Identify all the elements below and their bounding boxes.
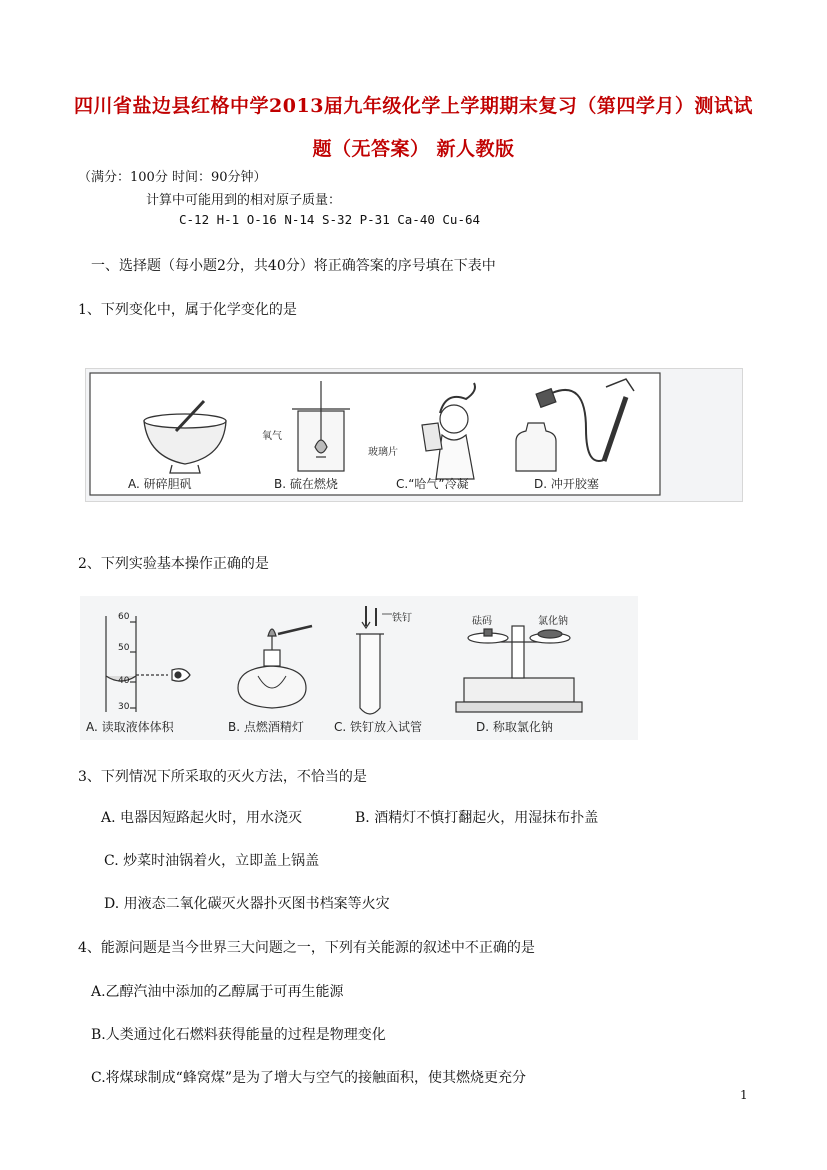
- page-title-line2: 题（无答案） 新人教版: [312, 138, 515, 160]
- section-heading: 一、选择题（每小题2分，共40分）将正确答案的序号填在下表中: [91, 258, 496, 274]
- page-number: 1: [740, 1088, 748, 1102]
- balance-icon: [456, 626, 582, 712]
- tick-40: 40: [118, 676, 130, 686]
- nacl-label: 氯化钠: [538, 616, 568, 627]
- question-1-figure: [85, 368, 743, 502]
- test-tube-nail-icon: [356, 606, 392, 714]
- atomic-mass-label: 计算中可能用到的相对原子质量：: [146, 193, 342, 208]
- oxygen-label: 氧气: [262, 431, 282, 442]
- q1-caption-a: A. 研碎胆矾: [128, 477, 192, 491]
- graduated-cylinder-icon: [106, 616, 190, 712]
- question-2-stem: 2、下列实验基本操作正确的是: [78, 556, 269, 572]
- tick-50: 50: [118, 643, 130, 653]
- tick-30: 30: [118, 702, 130, 712]
- weights-label: 砝码: [472, 616, 492, 627]
- question-1-stem: 1、下列变化中，属于化学变化的是: [78, 302, 297, 318]
- q1-caption-c: C.“哈气”冷凝: [396, 477, 469, 491]
- q3-option-c: C. 炒菜时油锅着火，立即盖上锅盖: [104, 853, 320, 869]
- q3-option-d: D. 用液态二氧化碳灭火器扑灭图书档案等火灾: [104, 896, 390, 912]
- question-4-stem: 4、能源问题是当今世界三大问题之一，下列有关能源的叙述中不正确的是: [78, 940, 535, 956]
- glass-plate-label: 玻璃片: [368, 447, 398, 458]
- alcohol-lamp-icon: [238, 626, 312, 708]
- q4-option-a: A.乙醇汽油中添加的乙醇属于可再生能源: [91, 984, 344, 1000]
- nail-label: 铁钉: [392, 613, 412, 624]
- q4-option-c: C.将煤球制成“蜂窝煤”是为了增大与空气的接触面积，使其燃烧更充分: [91, 1070, 526, 1086]
- question-2-figure: [80, 596, 638, 740]
- q2-caption-a: A. 读取液体体积: [86, 720, 174, 734]
- q2-caption-c: C. 铁钉放入试管: [334, 720, 423, 734]
- q2-caption-d: D. 称取氯化钠: [476, 720, 553, 734]
- score-time: （满分：100分 时间：90分钟）: [78, 170, 267, 185]
- q3-option-b: B. 酒精灯不慎打翻起火，用湿抹布扑盖: [355, 810, 599, 826]
- page-title-line1: 四川省盐边县红格中学2013届九年级化学上学期期末复习（第四学月）测试试: [74, 95, 753, 117]
- q3-option-a: A. 电器因短路起火时，用水浇灭: [101, 810, 303, 826]
- atomic-masses: C-12 H-1 O-16 N-14 S-32 P-31 Ca-40 Cu-64: [179, 212, 481, 227]
- q1-caption-b: B. 硫在燃烧: [274, 477, 338, 491]
- q2-caption-b: B. 点燃酒精灯: [228, 720, 304, 734]
- tick-60: 60: [118, 612, 130, 622]
- question-3-stem: 3、下列情况下所采取的灭火方法，不恰当的是: [78, 769, 367, 785]
- q4-option-b: B.人类通过化石燃料获得能量的过程是物理变化: [91, 1027, 386, 1043]
- q1-caption-d: D. 冲开胶塞: [534, 477, 599, 491]
